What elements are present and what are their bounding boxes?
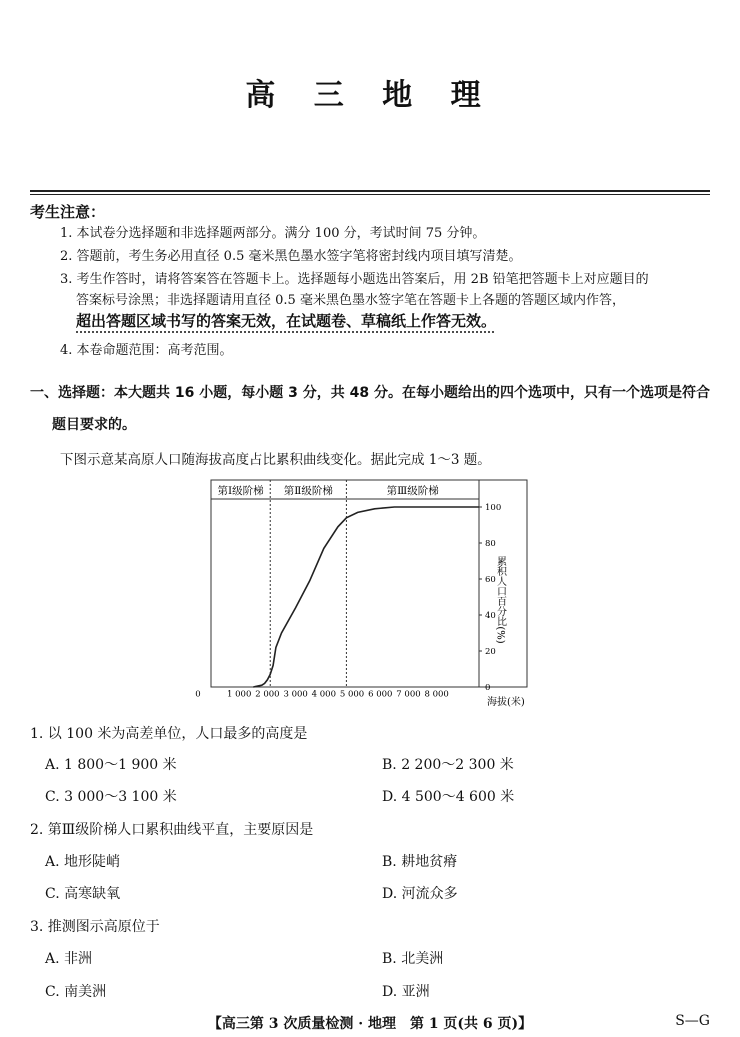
x-tick-label: 3 000 xyxy=(283,689,308,700)
y-tick-label: 60 xyxy=(485,575,496,585)
option-d[interactable]: D. 4 500～4 600 米 xyxy=(382,789,515,805)
y-tick-label: 20 xyxy=(485,647,496,657)
zone-label: 第Ⅲ级阶梯 xyxy=(386,485,439,497)
question-stem: 2. 第Ⅲ级阶梯人口累积曲线平直，主要原因是 xyxy=(30,822,314,838)
x-tick-label: 6 000 xyxy=(368,689,393,700)
option-d[interactable]: D. 亚洲 xyxy=(382,984,430,1000)
header-rule xyxy=(30,190,710,192)
page-title: 高 三 地 理 xyxy=(245,78,495,113)
section-heading-cont: 题目要求的。 xyxy=(52,417,136,433)
y-tick-label: 40 xyxy=(485,611,496,621)
cumulative-curve xyxy=(253,507,479,687)
x-tick-label: 2 000 xyxy=(255,689,280,700)
question-stem: 3. 推测图示高原位于 xyxy=(30,919,160,935)
notice-heading: 考生注意： xyxy=(30,203,106,221)
option-c[interactable]: C. 3 000～3 100 米 xyxy=(45,789,177,805)
question-intro: 下图示意某高原人口随海拔高度占比累积曲线变化。据此完成 1～3 题。 xyxy=(60,452,491,468)
zone-label: 第Ⅱ级阶梯 xyxy=(283,485,333,497)
x-tick-label: 0 xyxy=(195,689,201,700)
option-c[interactable]: C. 南美洲 xyxy=(45,984,107,1000)
x-axis-label: 海拔(米) xyxy=(487,697,525,708)
x-tick-label: 4 000 xyxy=(311,689,337,700)
x-tick-label: 8 000 xyxy=(424,689,449,700)
y-tick-label: 80 xyxy=(485,539,496,549)
option-b[interactable]: B. 耕地贫瘠 xyxy=(382,854,458,870)
option-b[interactable]: B. 2 200～2 300 米 xyxy=(382,757,514,773)
notice-item: 1. 本试卷分选择题和非选择题两部分。满分 100 分，考试时间 75 分钟。 xyxy=(60,226,486,241)
notice-item: 答案标号涂黑；非选择题请用直径 0.5 毫米黑色墨水签字笔在答题卡上各题的答题区域内作答， xyxy=(76,293,625,308)
option-a[interactable]: A. 1 800～1 900 米 xyxy=(45,757,177,773)
paper-code: S—G xyxy=(675,1013,710,1029)
section-heading: 一、选择题：本大题共 16 小题，每小题 3 分，共 48 分。在每小题给出的四个选项中，只有一个选项是符合 xyxy=(30,385,710,401)
option-b[interactable]: B. 北美洲 xyxy=(382,951,444,967)
notice-item: 2. 答题前，考生务必用直径 0.5 毫米黑色墨水签字笔将密封线内项目填写清楚。 xyxy=(60,249,522,264)
page-footer: 【高三第 3 次质量检测 · 地理 第 1 页(共 6 页)】 xyxy=(207,1016,533,1032)
chart-frame xyxy=(211,480,527,687)
notice-item: 4. 本卷命题范围：高考范围。 xyxy=(60,343,233,358)
zone-label: 第Ⅰ级阶梯 xyxy=(217,485,264,497)
option-d[interactable]: D. 河流众多 xyxy=(382,886,458,902)
y-tick-label: 0 xyxy=(485,683,491,693)
option-a[interactable]: A. 地形陡峭 xyxy=(45,854,121,870)
option-a[interactable]: A. 非洲 xyxy=(45,951,93,967)
notice-warning: 超出答题区域书写的答案无效，在试题卷、草稿纸上作答无效。 xyxy=(76,312,497,330)
y-tick-label: 100 xyxy=(485,503,502,513)
question-stem: 1. 以 100 米为高差单位，人口最多的高度是 xyxy=(30,726,308,742)
x-tick-label: 1 000 xyxy=(227,689,252,700)
y-axis-label: 累积人口百分比(%) xyxy=(494,556,506,644)
x-tick-label: 5 000 xyxy=(339,689,365,700)
header-rule-thin xyxy=(30,194,710,195)
option-c[interactable]: C. 高寒缺氧 xyxy=(45,886,121,902)
x-tick-label: 7 000 xyxy=(396,689,421,700)
notice-item: 3. 考生作答时，请将答案答在答题卡上。选择题每小题选出答案后，用 2B 铅笔把答题卡上对应题目的 xyxy=(60,272,649,287)
population-chart xyxy=(195,475,545,715)
